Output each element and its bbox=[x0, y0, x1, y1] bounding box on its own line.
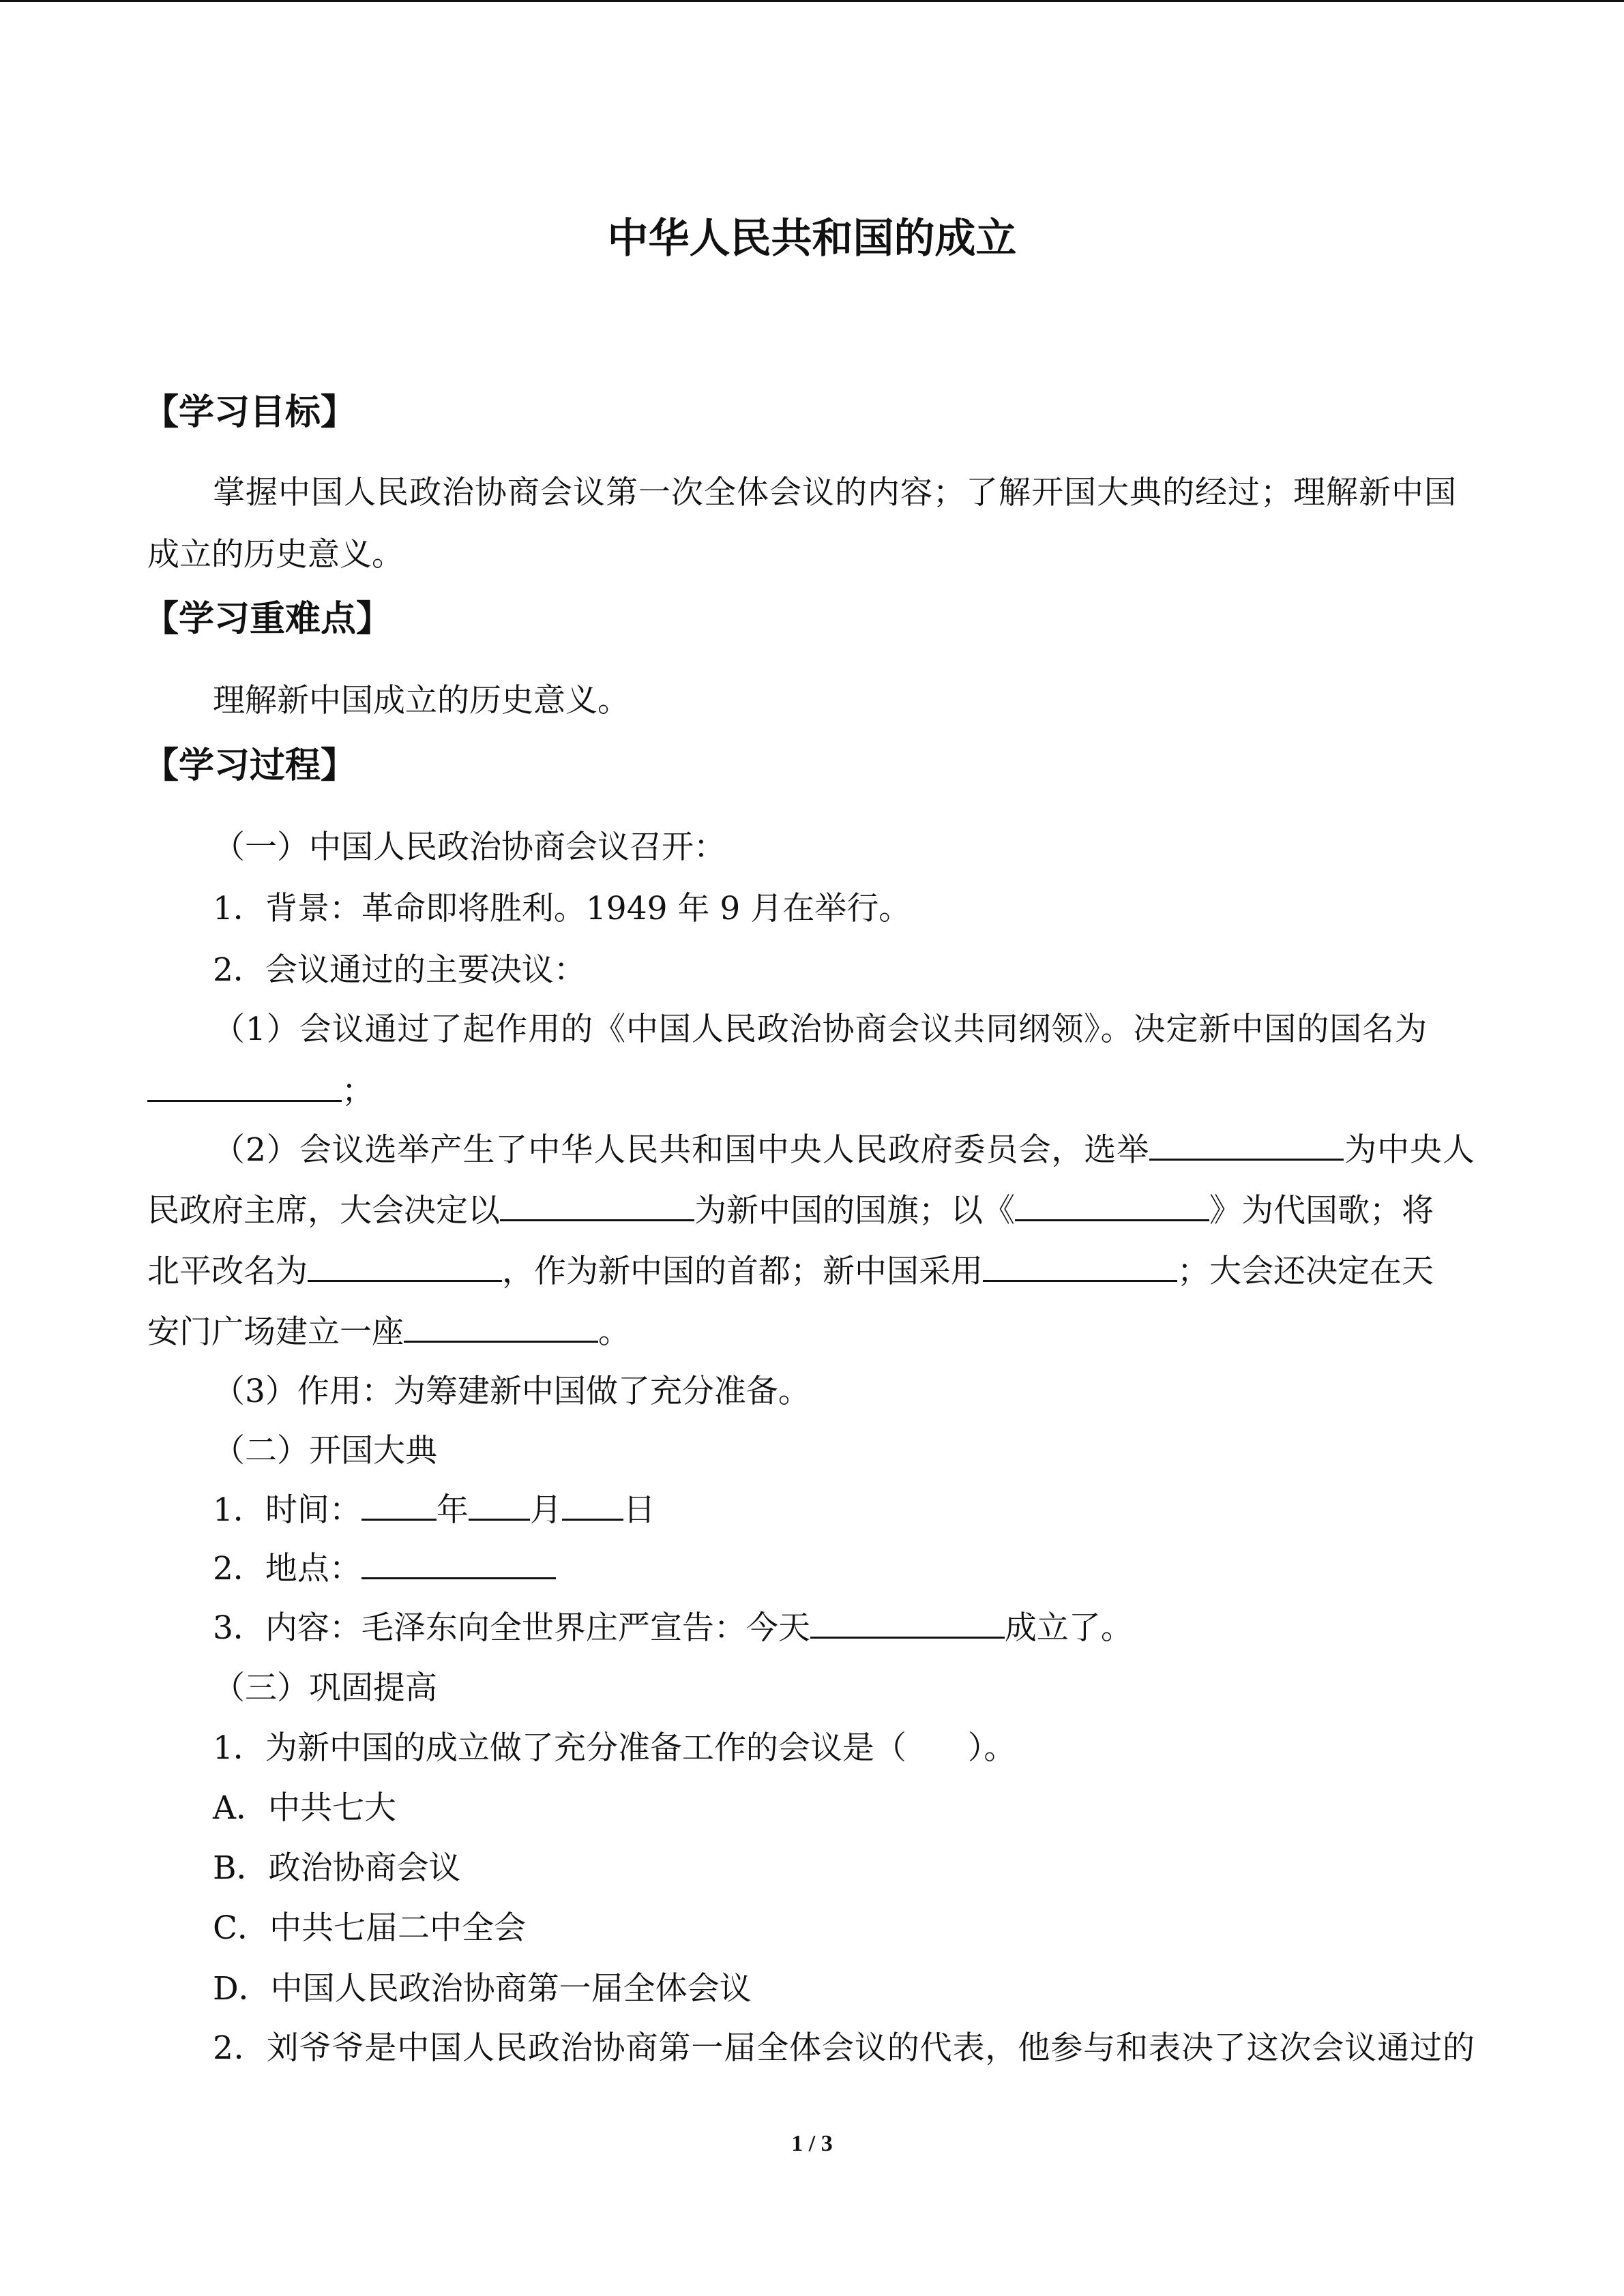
blank-day[interactable] bbox=[562, 1489, 623, 1521]
option-a: A．中共七大 bbox=[213, 1789, 396, 1827]
part1-title: （一）中国人民政治协商会议召开： bbox=[213, 829, 726, 866]
blank-monument[interactable] bbox=[404, 1311, 598, 1343]
resolution-2-text-c: 民政府主席，大会决定以 bbox=[147, 1192, 500, 1229]
question-1-text: 1．为新中国的成立做了充分准备工作的会议是（ bbox=[213, 1729, 906, 1767]
resolution-2-text-f: 北平改名为 bbox=[147, 1253, 308, 1290]
part3-title: （三）巩固提高 bbox=[213, 1669, 437, 1707]
year-label: 年 bbox=[436, 1491, 469, 1529]
ceremony-place bbox=[213, 1547, 556, 1592]
content-text-a: 3．内容：毛泽东向全世界庄严宣告：今天 bbox=[213, 1609, 810, 1647]
keypoints-heading: 【学习重难点】 bbox=[143, 599, 392, 640]
blank-place[interactable] bbox=[361, 1547, 556, 1579]
resolution-2-text-h: ；大会还决定在天 bbox=[1177, 1253, 1434, 1290]
question-1-end: ）。 bbox=[967, 1729, 1016, 1767]
resolution-2-line-3 bbox=[147, 1249, 1434, 1294]
resolution-1-continuation bbox=[147, 1069, 374, 1114]
month-label: 月 bbox=[529, 1491, 562, 1529]
blank-country-name[interactable] bbox=[147, 1070, 342, 1102]
option-d: D．中国人民政治协商第一届全体会议 bbox=[213, 1970, 752, 2008]
option-c: C．中共七届二中全会 bbox=[213, 1909, 526, 1947]
semicolon: ； bbox=[342, 1073, 374, 1110]
resolution-2-text-j: 。 bbox=[598, 1313, 630, 1351]
blank-calendar[interactable] bbox=[983, 1250, 1177, 1282]
resolution-1-text: （1）会议通过了起作用的《中国人民政治协商会议共同纲领》。决定新中国的国名为 bbox=[213, 1011, 1427, 1048]
process-heading: 【学习过程】 bbox=[143, 745, 357, 786]
part1-item-resolutions: 2．会议通过的主要决议： bbox=[213, 951, 586, 989]
question-1 bbox=[213, 1726, 1016, 1771]
option-b: B．政治协商会议 bbox=[213, 1849, 461, 1887]
blank-capital-name[interactable] bbox=[308, 1250, 502, 1282]
keypoints-text: 理解新中国成立的历史意义。 bbox=[213, 682, 630, 719]
resolution-3-text: （3）作用：为筹建新中国做了充分准备。 bbox=[213, 1373, 810, 1410]
ceremony-time bbox=[213, 1488, 655, 1533]
page-number: 1 / 3 bbox=[791, 2131, 833, 2156]
blank-year[interactable] bbox=[361, 1489, 437, 1521]
resolution-2-text-b: 为中央人 bbox=[1344, 1131, 1475, 1169]
objectives-text-line-2: 成立的历史意义。 bbox=[147, 536, 404, 573]
resolution-2-text-i: 安门广场建立一座 bbox=[147, 1313, 404, 1351]
document-title: 中华人民共和国的成立 bbox=[607, 215, 1017, 263]
top-border bbox=[0, 0, 1624, 2]
resolution-2-text-d: 为新中国的国旗；以《 bbox=[694, 1192, 1015, 1229]
time-label: 1．时间： bbox=[213, 1491, 361, 1529]
blank-national-anthem[interactable] bbox=[1015, 1189, 1209, 1221]
day-label: 日 bbox=[623, 1491, 655, 1529]
content-text-b: 成立了。 bbox=[1004, 1609, 1133, 1647]
resolution-2-line-4 bbox=[147, 1310, 630, 1355]
resolution-2-text-g: ，作为新中国的首都；新中国采用 bbox=[502, 1253, 983, 1290]
ceremony-content bbox=[213, 1606, 1133, 1651]
resolution-2-text-e: 》为代国歌；将 bbox=[1209, 1192, 1434, 1229]
objectives-heading: 【学习目标】 bbox=[143, 392, 357, 433]
resolution-2-line-2 bbox=[147, 1189, 1434, 1234]
blank-established[interactable] bbox=[810, 1607, 1005, 1639]
place-label: 2．地点： bbox=[213, 1550, 361, 1587]
resolution-2-text-a: （2）会议选举产生了中华人民共和国中央人民政府委员会，选举 bbox=[213, 1131, 1150, 1169]
blank-national-flag[interactable] bbox=[500, 1189, 694, 1221]
part1-item-background: 1．背景：革命即将胜利。1949 年 9 月在举行。 bbox=[213, 890, 911, 927]
blank-chairman[interactable] bbox=[1149, 1129, 1344, 1161]
part2-title: （二）开国大典 bbox=[213, 1432, 437, 1470]
objectives-text-line-1: 掌握中国人民政治协商会议第一次全体会议的内容；了解开国大典的经过；理解新中国 bbox=[213, 474, 1456, 511]
blank-month[interactable] bbox=[469, 1489, 530, 1521]
question-2: 2．刘爷爷是中国人民政治协商第一届全体会议的代表，他参与和表决了这次会议通过的 bbox=[213, 2029, 1475, 2067]
resolution-2-line-1 bbox=[213, 1128, 1475, 1173]
